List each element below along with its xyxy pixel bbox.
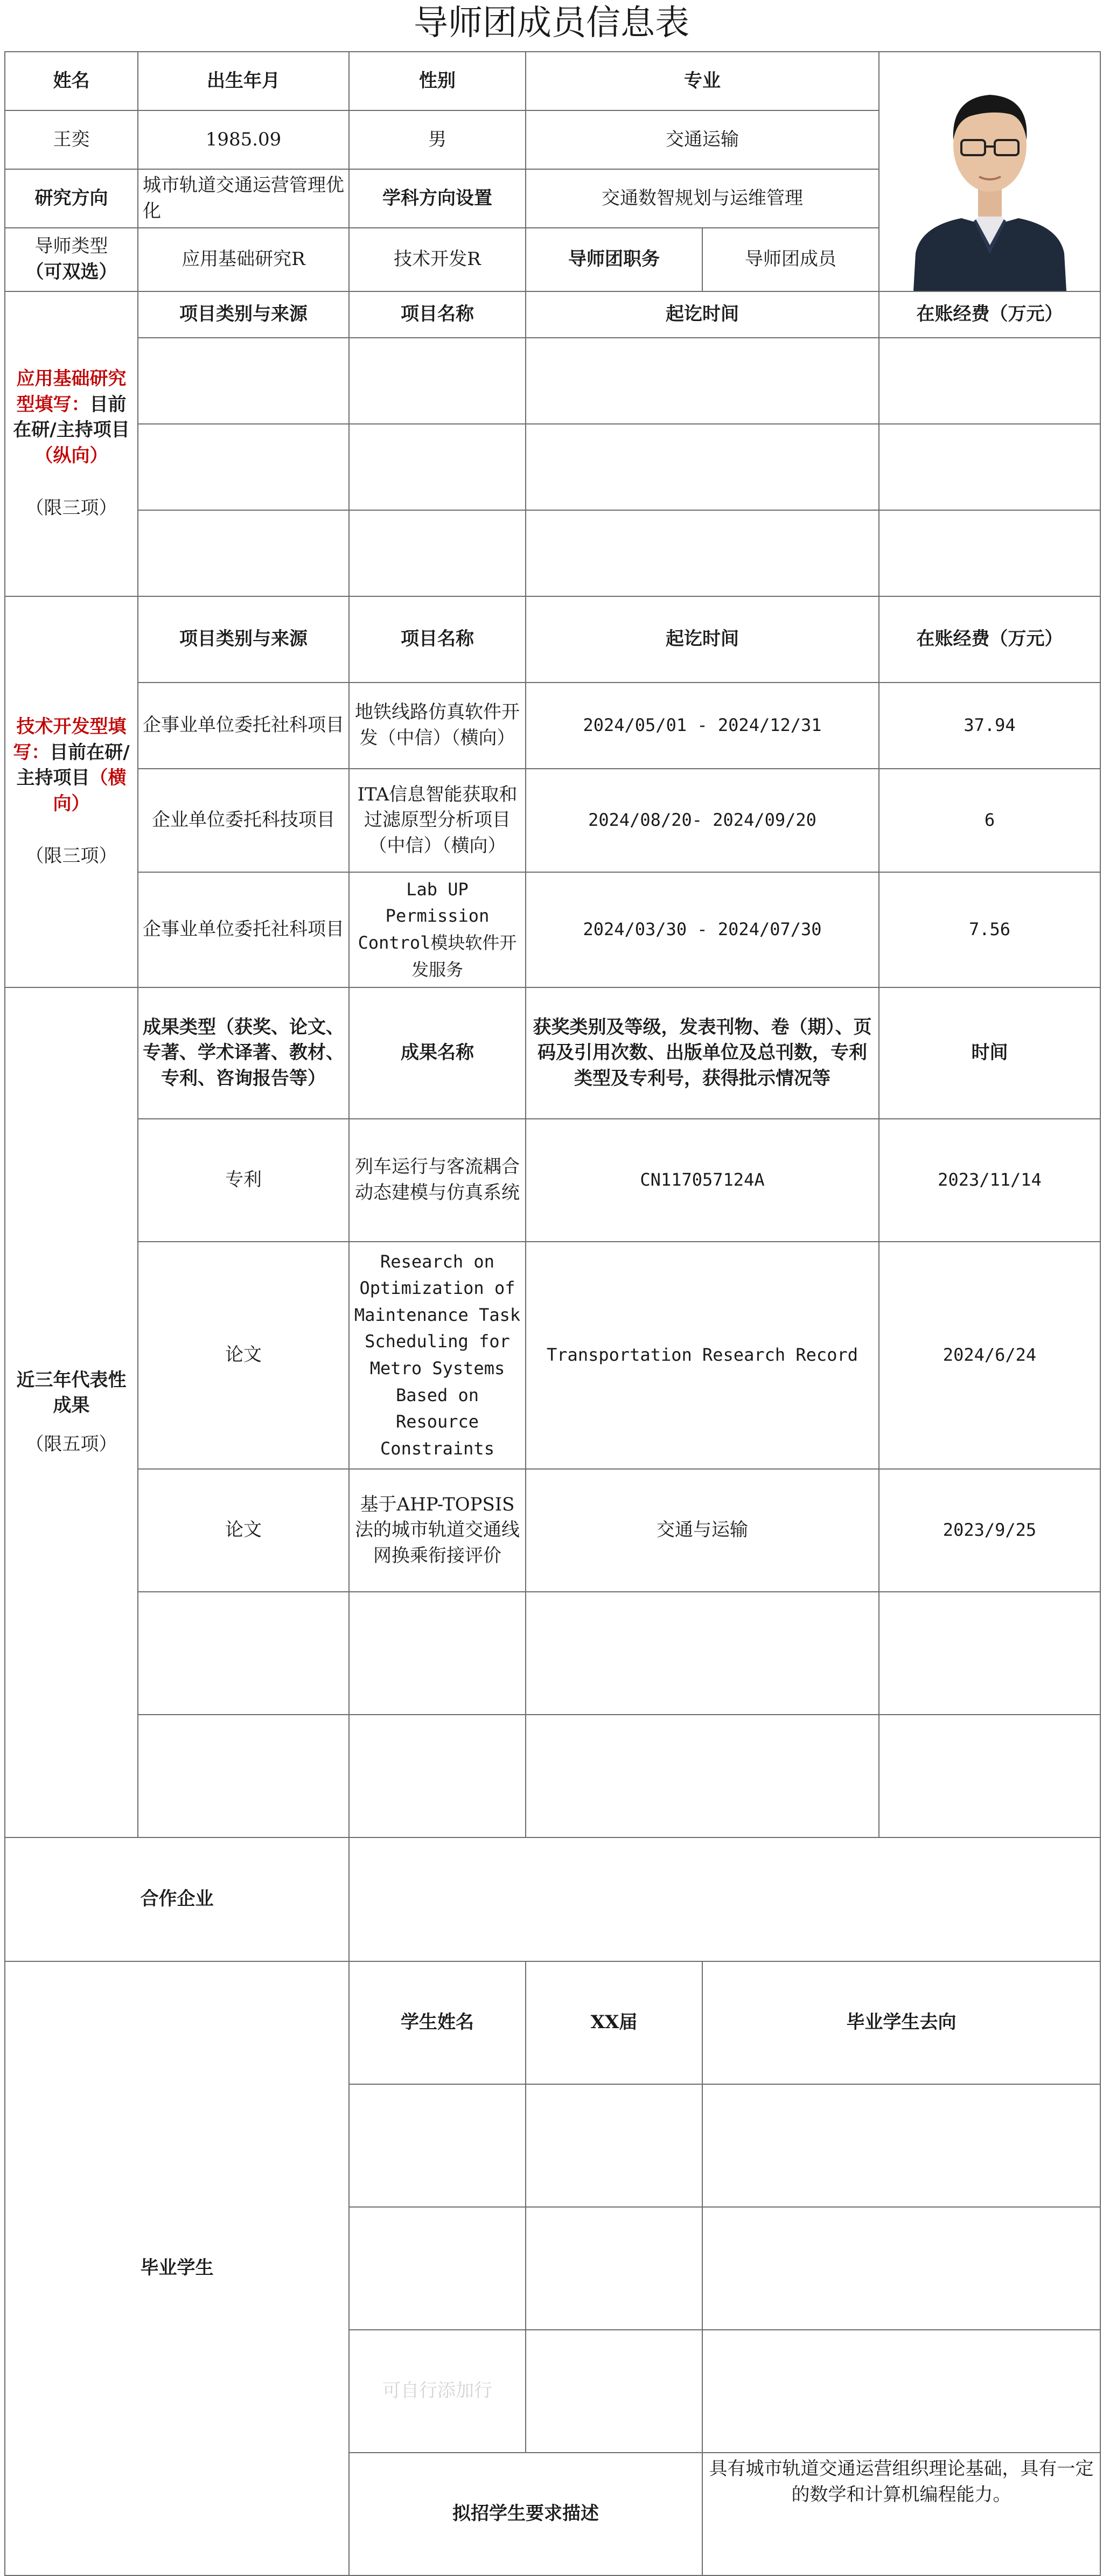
ach-date: 2023/9/25 — [879, 1469, 1100, 1592]
ach-row — [5, 1119, 1100, 1242]
basic-cell — [349, 510, 526, 596]
basic-cell — [879, 510, 1100, 596]
ach-header-date: 时间 — [879, 987, 1100, 1119]
ach-header-name: 成果名称 — [349, 987, 526, 1119]
role-value: 导师团成员 — [702, 228, 879, 291]
photo-cell — [879, 52, 1100, 291]
partner-label: 合作企业 — [5, 1837, 349, 1961]
label-discipline: 学科方向设置 — [349, 169, 526, 228]
ach-cell — [138, 1715, 349, 1837]
basic-research-label-red-2: （纵向） — [34, 444, 108, 467]
basic-cell — [138, 338, 349, 424]
label-mentor-type-note: （可双选） — [25, 261, 117, 283]
ach-row — [5, 1715, 1100, 1837]
ach-cell — [526, 1592, 879, 1715]
grad-cell — [702, 2084, 1100, 2207]
basic-cell — [526, 510, 879, 596]
basic-cell — [138, 424, 349, 510]
tech-row — [5, 872, 1100, 987]
basic-header-period: 起讫时间 — [526, 291, 879, 338]
tech-period: 2024/08/20- 2024/09/20 — [526, 769, 879, 872]
avatar — [910, 65, 1070, 291]
requirements-label: 拟招学生要求描述 — [349, 2453, 702, 2575]
basic-research-limit: （限三项） — [25, 497, 117, 519]
ach-cell — [526, 1715, 879, 1837]
tech-dev-label-red: 技术开发型填写： — [13, 716, 127, 763]
basic-cell — [526, 338, 879, 424]
tech-category: 企业单位委托科技项目 — [138, 769, 349, 872]
basic-row — [5, 510, 1100, 596]
ach-cell — [138, 1592, 349, 1715]
label-name: 姓名 — [5, 52, 138, 110]
ach-header-type: 成果类型（获奖、论文、专著、学术译著、教材、专利、咨询报告等） — [138, 987, 349, 1119]
tech-header-period: 起讫时间 — [526, 596, 879, 683]
ach-row — [5, 1469, 1100, 1592]
basic-header-name: 项目名称 — [349, 291, 526, 338]
gender-value: 男 — [349, 110, 526, 169]
ach-cell — [349, 1592, 526, 1715]
ach-name: 列车运行与客流耦合动态建模与仿真系统 — [349, 1119, 526, 1242]
basic-header-category: 项目类别与来源 — [138, 291, 349, 338]
tech-project-name: 地铁线路仿真软件开发（中信）（横向） — [349, 683, 526, 769]
basic-header-funds: 在账经费（万元） — [879, 291, 1100, 338]
achievements-label — [5, 987, 138, 1837]
label-role: 导师团职务 — [526, 228, 702, 291]
grad-add-hint: 可自行添加行 — [349, 2330, 526, 2453]
ach-detail: CN117057124A — [526, 1119, 879, 1242]
tech-funds: 7.56 — [879, 872, 1100, 987]
ach-cell — [879, 1592, 1100, 1715]
basic-cell — [349, 424, 526, 510]
grad-cell — [702, 2207, 1100, 2330]
achievements-limit: （限五项） — [25, 1433, 117, 1455]
basic-row — [5, 424, 1100, 510]
discipline-value: 交通数智规划与运维管理 — [526, 169, 879, 228]
grad-cell — [702, 2330, 1100, 2453]
tech-dev-label-red-2: （横向） — [53, 767, 127, 814]
ach-date: 2024/6/24 — [879, 1242, 1100, 1469]
page-title: 导师团成员信息表 — [414, 3, 689, 43]
basic-row — [5, 338, 1100, 424]
tech-header-name: 项目名称 — [349, 596, 526, 683]
requirements-value: 具有城市轨道交通运营组织理论基础，具有一定的数学和计算机编程能力。 — [702, 2453, 1100, 2575]
basic-cell — [349, 338, 526, 424]
graduates-label: 毕业学生 — [5, 1961, 349, 2575]
grad-header-name: 学生姓名 — [349, 1961, 526, 2084]
grad-cell — [349, 2207, 526, 2330]
grad-cell — [526, 2207, 702, 2330]
tech-category: 企事业单位委托社科项目 — [138, 683, 349, 769]
ach-type: 论文 — [138, 1242, 349, 1469]
basic-cell — [879, 338, 1100, 424]
basic-cell — [526, 424, 879, 510]
mentor-type-2: 技术开发R — [349, 228, 526, 291]
tech-category: 企事业单位委托社科项目 — [138, 872, 349, 987]
ach-name: Research on Optimization of Maintenance Task Scheduling for Metro Systems Based on Resource Constraints — [349, 1242, 526, 1469]
tech-dev-limit: （限三项） — [25, 845, 117, 867]
tech-row — [5, 683, 1100, 769]
tech-period: 2024/03/30 - 2024/07/30 — [526, 872, 879, 987]
label-research: 研究方向 — [5, 169, 138, 228]
ach-name: 基于AHP-TOPSIS法的城市轨道交通线网换乘衔接评价 — [349, 1469, 526, 1592]
label-major: 专业 — [526, 52, 879, 110]
tech-header-category: 项目类别与来源 — [138, 596, 349, 683]
ach-row — [5, 1242, 1100, 1469]
ach-detail: Transportation Research Record — [526, 1242, 879, 1469]
major-value: 交通运输 — [526, 110, 879, 169]
birth-value: 1985.09 — [138, 110, 349, 169]
ach-header-detail: 获奖类别及等级，发表刊物、卷（期）、页码及引用次数、出版单位及总刊数，专利类型及专利号，获得批示情况等 — [526, 987, 879, 1119]
basic-research-label-red: 应用基础研究型填写： — [16, 368, 127, 415]
grad-cell — [526, 2330, 702, 2453]
basic-research-label-black: 目前在研/主持项目 — [13, 393, 130, 441]
grad-cell — [526, 2084, 702, 2207]
label-mentor-type-text: 导师类型 — [34, 235, 108, 257]
tech-dev-label-black: 目前在研/主持项目 — [16, 741, 130, 789]
name-value: 王奕 — [5, 110, 138, 169]
tech-project-name: Lab UP Permission Control模块软件开发服务 — [349, 872, 526, 987]
ach-cell — [349, 1715, 526, 1837]
basic-cell — [138, 510, 349, 596]
tech-funds: 6 — [879, 769, 1100, 872]
label-gender: 性别 — [349, 52, 526, 110]
ach-detail: 交通与运输 — [526, 1469, 879, 1592]
grad-header-destination: 毕业学生去向 — [702, 1961, 1100, 2084]
label-mentor-type — [5, 228, 138, 291]
grad-cell — [349, 2084, 526, 2207]
research-value: 城市轨道交通运营管理优化 — [138, 169, 349, 228]
tech-row — [5, 769, 1100, 872]
mentor-type-1: 应用基础研究R — [138, 228, 349, 291]
partner-value — [349, 1837, 1100, 1961]
basic-cell — [879, 424, 1100, 510]
ach-type: 论文 — [138, 1469, 349, 1592]
tech-period: 2024/05/01 - 2024/12/31 — [526, 683, 879, 769]
basic-research-label — [5, 291, 138, 596]
tech-dev-label — [5, 596, 138, 987]
ach-row — [5, 1592, 1100, 1715]
grad-header-class: XX届 — [526, 1961, 702, 2084]
ach-type: 专利 — [138, 1119, 349, 1242]
mentor-info-table — [4, 51, 1101, 2576]
tech-funds: 37.94 — [879, 683, 1100, 769]
tech-project-name: ITA信息智能获取和过滤原型分析项目（中信）（横向） — [349, 769, 526, 872]
ach-cell — [879, 1715, 1100, 1837]
ach-date: 2023/11/14 — [879, 1119, 1100, 1242]
label-birth: 出生年月 — [138, 52, 349, 110]
tech-header-funds: 在账经费（万元） — [879, 596, 1100, 683]
achievements-label-text: 近三年代表性成果 — [16, 1369, 127, 1417]
